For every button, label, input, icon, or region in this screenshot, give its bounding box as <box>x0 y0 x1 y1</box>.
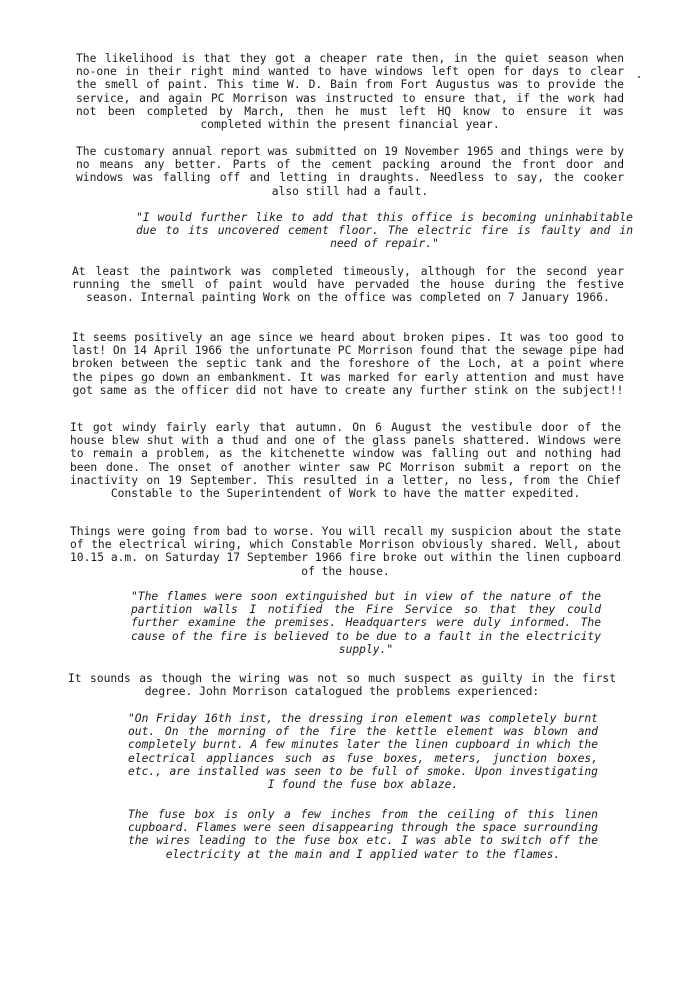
paragraph-wiring-guilty: It sounds as though the wiring was not so much suspect as guilty in the first degree. John Morrison catalogued the problems experienced: <box>68 672 616 699</box>
quote-fuse-box: The fuse box is only a few inches from the ceiling of this linen cupboard. Flames were seen disappearing through the space surrounding the wires leading to the fuse box etc. I was able to switch off the electricity at the main and I applied water to the flames. <box>128 808 598 861</box>
paragraph-paint-rate: The likelihood is that they got a cheaper rate then, in the quiet season when no-one in their right mind wanted to have windows left open for days to clear the smell of paint. This time W. D. Bain from Fort Augustus was to provide the service, and again PC Morrison was instructed to ensure that, if the work had not been completed by March, then he must left HQ know to ensure it was completed within the present financial year. <box>76 52 624 132</box>
paragraph-windy-autumn: It got windy fairly early that autumn. On 6 August the vestibule door of the house blew shut with a thud and one of the glass panels shattered. Windows were to remain a problem, as the kitchenette window was falling out and nothing had been done. The onset of another winter saw PC Morrison submit a report on the inactivity on 19 September. This resulted in a letter, no less, from the Chief Constable to the Superintendent of Work to have the matter expedited. <box>70 421 621 501</box>
scan-speck <box>638 76 640 78</box>
paragraph-annual-report: The customary annual report was submitted on 19 November 1965 and things were by no means any better. Parts of the cement packing around the front door and windows was falling off and letting in draughts. Needless to say, the cooker also still had a fault. <box>76 145 624 198</box>
paragraph-paintwork-completed: At least the paintwork was completed timeously, although for the second year running the smell of paint would have pervaded the house during the festive season. Internal painting Work on the office was completed on 7 January 1966. <box>72 265 624 305</box>
paragraph-broken-pipes: It seems positively an age since we heard about broken pipes. It was too good to last! On 14 April 1966 the unfortunate PC Morrison found that the sewage pipe had broken between the septic tank and the foreshore of the Loch, at a point where the pipes go down an embankment. It was marked for early attention and must have got same as the officer did not have to create any further stink on the subject!! <box>72 331 624 397</box>
quote-office-uninhabitable: "I would further like to add that this office is becoming uninhabitable due to its uncovered cement floor. The electric fire is faulty and in need of repair." <box>136 211 633 251</box>
paragraph-electrical-fire: Things were going from bad to worse. You will recall my suspicion about the state of the electrical wiring, which Constable Morrison obviously shared. Well, about 10.15 a.m. on Saturday 17 September 1966 fire broke out within the linen cupboard of the house. <box>70 525 621 578</box>
quote-flames-extinguished: "The flames were soon extinguished but in view of the nature of the partition walls I notified the Fire Service so that they could further examine the premises. Headquarters were duly informed. The cause of the fire is believed to be due to a fault in the electricity supply." <box>131 590 601 656</box>
quote-friday-16th: "On Friday 16th inst, the dressing iron element was completely burnt out. On the morning of the fire the kettle element was blown and completely burnt. A few minutes later the linen cupboard in which the electrical appliances such as fuse boxes, meters, junction boxes, etc., are installed was seen to be full of smoke. Upon investigating I found the fuse box ablaze. <box>128 712 598 792</box>
